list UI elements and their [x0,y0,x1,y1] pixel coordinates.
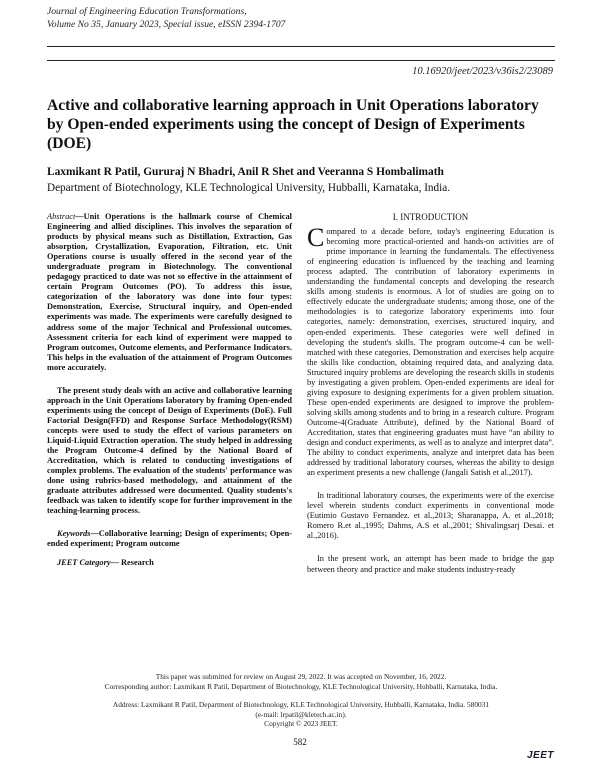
abstract-paragraph-1 [47,212,292,373]
abstract-paragraph-2: The present study deals with an active and collaborative learning approach in the Unit Operations laboratory by framing Open-ended experiments using the concept of Design of Experiments (DoE). Full Factorial Design(FFD) and Response Surface Methodology(RSM) concepts were used to study the effect of various parameters on Liquid-Liquid Extraction operation. The study helped in addressing the Program Outcome-4 defined by the National Board of Accreditation, which is related to conducting investigations of complex problems. The evaluation of the students' performance was done using rubrics-based methodology, and attainment of the graduate attributes addressed were documented. Quality students's feedback was taken to identify scope for further improvement in the teaching-learning process. [47,385,292,516]
footer-notes [47,672,555,691]
section-heading-introduction: I. INTRODUCTION [392,212,469,222]
header-rule-bottom [47,60,555,61]
journal-header [47,6,285,31]
email[interactable]: (e-mail: lrpatil@kletech.ac.in). [255,709,347,719]
abstract-text-1: —Unit Operations is the hallmark course of Chemical Engineering and allied disciplines. This involves the separation of products by physical means such as Distillation, Extraction, Gas absorption, Crystallization, Evaporation, Filtration, etc. Unit Operations course is usually offered in the second year of the undergraduate program in Biotechnology. The conventional pedagogy practiced to date was not so effective in the attainment of certain Program Outcomes (PO). To address this issue, categorization of the laboratory was done into four types: Demonstration, Exercise, Structural inquiry, and Open-ended experiments was made. The experiments were carefully designed to address some of the major Technical and Professional outcomes. Assessment criteria for each kind of experiment were mapped to Program outcomes, Outcome elements, and Performance Indicators. This helps in the evaluation of the attainment of Program Outcomes more accurately. [47,212,292,372]
page-number: 582 [293,737,307,747]
corresponding-author: Corresponding author: Laxmikant R Patil, Department of Biotechnology, KLE Technological University, Hubballi, Karnataka, India. [104,681,498,691]
copyright: Copyright © 2023 JEET. [264,719,338,728]
category-label: JEET Category [57,558,111,568]
right-column [307,212,554,575]
address: Address: Laxmikant R Patil, Department of Biotechnology, KLE Technological University, Hubballi, Karnataka, India. 580031 [112,700,490,709]
keywords [47,529,292,549]
affiliation: Department of Biotechnology, KLE Technological University, Hubballi, Karnataka, India. [47,182,450,194]
keywords-label: Keywords [57,529,91,539]
intro-paragraph-1 [307,223,554,478]
abstract-label: Abstract [47,212,76,221]
journal-name: Journal of Engineering Education Transformations, [47,6,247,17]
submission-note: This paper was submitted for review on August 29, 2022. It was accepted on November, 16, 2022. [155,672,447,681]
header-rule-top [47,46,555,47]
journal-volume: Volume No 35, January 2023, Special issue, eISSN 2394-1707 [47,18,286,30]
footer-address [47,700,555,729]
paper-title: Active and collaborative learning approach in Unit Operations laboratory by Open-ended experiments using the concept of Design of Experiments (DOE) [47,97,539,152]
jeet-logo: JEET [527,750,555,761]
category-text: — Research [110,558,154,568]
doi[interactable]: 10.16920/jeet/2023/v36is2/23089 [412,66,553,77]
keywords-text: —Collaborative learning; Design of experiments; Open-ended experiment; Program outcome [47,529,292,549]
jeet-category [47,558,292,568]
left-column [47,212,292,569]
intro-paragraph-3: In the present work, an attempt has been made to bridge the gap between theory and practice and make students industry-ready [307,554,554,574]
intro-paragraph-2: In traditional laboratory courses, the experiments were of the exercise level wherein students conduct experiments in conventional mode (Eutimio Gustavo Fernandez. et al.,2013; Sharanappa, A. et al.,2018; Romero R.et al.,1995; Dahms, A.S et al.,2001; Shivalingsarj Desai. et al.,2016). [307,491,554,541]
intro-text-1: ompared to a decade before, today's engineering Education is becoming more practical-oriented and hands-on activities are of prime importance in learning the fundamentals. The effectiveness of engineering education is influenced by the teaching and learning process adapted. The contribution of laboratory experiments in understanding the fundamental concepts and developing the research skills among students is enormous. A lot of studies are going on to effectively educate the undergraduate students; among those, one of the methodologies is to categorize laboratory experiments into four categories, namely: demonstration, exercises, structured inquiry, and open-ended experiments. These categories were well defined in developing the student's skills. The program outcome-4 can be well-matched with these categories. Demonstration and exercises help acquire the skills like conduction, obtaining required data, and analyzing data. Structured inquiry problems are developing the research skills in students by investigating a given problem. Open-ended experiments are ideal for giving exposure to designing experiments for a given problem situation. These open-ended experiments are designed to improve the problem-solving skills among students and to bring in a research culture. Program Outcome-4(Graduate Attribute), defined by the National Board of Accreditation, states that engineering graduates must have “an ability to design and conduct experiments, as well as to analyze and interpret data”. The ability to conduct experiments, analyze and interpret data has been addressed by traditional laboratory courses, whereas the ability to design an experiment presents a new challenge (Jangali Satish et al.,2017). [307,227,554,478]
drop-cap: C [307,223,325,253]
authors: Laxmikant R Patil, Gururaj N Bhadri, Anil R Shet and Veeranna S Hombalimath [47,166,444,178]
